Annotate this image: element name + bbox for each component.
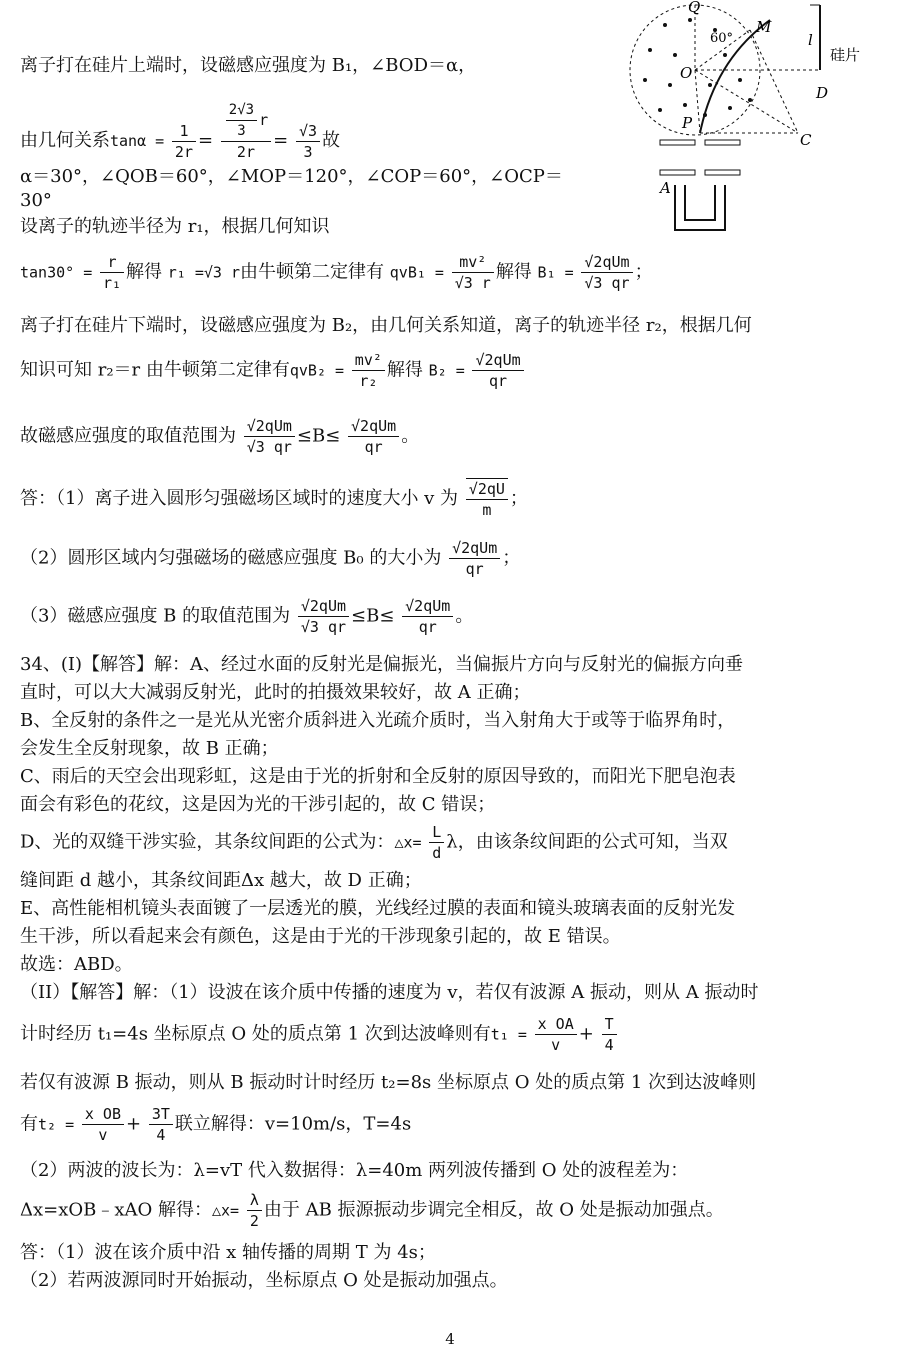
text-line-11: （2）圆形区域内匀强磁场的磁感应强度 B₀ 的大小为 $\frac{\text{√2qUm}}{qr}$ ； (20, 539, 521, 578)
text-line-3: α＝30°，∠QOB＝60°，∠MOP＝120°，∠COP＝60°，∠OCP＝ (20, 166, 563, 187)
label-Q: Q (688, 0, 701, 16)
text-line-15: B、全反射的条件之一是光从光密介质斜进入光疏介质时，当入射角大于或等于临界角时， (20, 710, 736, 731)
line-PO (695, 70, 700, 133)
label-P: P (682, 114, 693, 132)
text-line-14: 直时，可以大大减弱反射光，此时的拍摄效果较好，故 A 正确； (20, 682, 531, 703)
text-line-16: 会发生全反射现象，故 B 正确； (20, 738, 279, 759)
text-line-22: 生干涉，所以看起来会有颜色，这是由于光的干涉现象引起的，故 E 错误。 (20, 926, 621, 947)
text-line-13: 34、(I)【解答】解：A、经过水面的反射光是偏振光，当偏振片方向与反射光的偏振方向垂 (20, 654, 744, 675)
text-line-17: C、雨后的天空会出现彩虹，这是由于光的折射和全反射的原因导致的，而阳光下肥皂泡表 (20, 766, 736, 787)
text-line-1: 离子打在硅片上端时，设磁感应强度为 B₁，∠BOD＝α， (20, 55, 477, 76)
slit-right (705, 140, 740, 145)
text-line-6: tan30° = $\frac{r}{\text{r₁}}$ 解得 r₁ =√3 r由牛顿第二定律有 qvB₁ = $\frac{\text{mv²}}{√3 r}$ 解得 B₁ = $\frac{\text{√2qUm}}{√3 qr}$ ； (20, 253, 653, 292)
label-D: D (816, 84, 829, 102)
text-line-20: 缝间距 d 越小，其条纹间距Δx 越大，故 D 正确； (20, 870, 422, 891)
text-line-10: 答：（1）离子进入圆形匀强磁场区域时的速度大小 v 为 $\frac{√2qU}{m}$ ； (20, 480, 528, 519)
text-line-28: （2）两波的波长为：λ=vT 代入数据得：λ=40m 两列波传播到 O 处的波程差为： (20, 1160, 689, 1181)
ion-source (675, 185, 725, 230)
text-line-23: 故选：ABD。 (20, 954, 133, 975)
text-line-25: 计时经历 t₁=4s 坐标原点 O 处的质点第 1 次到达波峰则有t₁ = $\frac{\text{x OA}}{v}$ + $\frac{T}{4}$ (20, 1014, 619, 1055)
text-line-24: （II）【解答】解：（1）设波在该介质中传播的速度为 v，若仅有波源 A 振动，则从 A 振动时 (20, 982, 759, 1003)
text-line-30: 答：（1）波在该介质中沿 x 轴传播的周期 T 为 4s； (20, 1242, 436, 1263)
slit2-left (660, 170, 695, 175)
label-M: M (756, 18, 772, 36)
label-A: A (660, 179, 671, 197)
text-line-26: 若仅有波源 B 振动，则从 B 振动时计时经历 t₂=8s 坐标原点 O 处的质点第 1 次到达波峰则 (20, 1072, 757, 1093)
text-line-21: E、高性能相机镜头表面镀了一层透光的膜，光线经过膜的表面和镜头玻璃表面的反射光发 (20, 898, 736, 919)
text-line-5: 设离子的轨迹半径为 r₁，根据几何知识 (20, 216, 330, 237)
text-line-2: 由几何关系tanα = $\frac{1}{2r}$ = $\frac{2√3}{3}$ r 2r = $\frac{√3}{3}$ 故 (20, 102, 340, 161)
line-OC (695, 70, 798, 133)
text-line-31: （2）若两波源同时开始振动，坐标原点 O 处是振动加强点。 (20, 1270, 508, 1291)
line-MC (750, 30, 798, 133)
text-line-4: 30° (20, 190, 52, 211)
page-number: 4 (445, 1330, 455, 1348)
text-line-9: 故磁感应强度的取值范围为 $\frac{\text{√2qUm}}{√3 qr}$ ≤B≤ $\frac{\text{√2qUm}}{qr}$ 。 (20, 417, 420, 456)
text-line-27: 有t₂ = $\frac{\text{x OB}}{v}$ + $\frac{3T}{4}$ 联立解得：v=10m/s，T=4s (20, 1105, 412, 1144)
text-line-12: （3）磁感应强度 B 的取值范围为 $\frac{\text{√2qUm}}{√3 qr}$ ≤B≤ $\frac{\text{√2qUm}}{qr}$ 。 (20, 597, 474, 636)
slit2-right (705, 170, 740, 175)
label-silicon: 硅片 (830, 46, 861, 64)
text-line-7: 离子打在硅片下端时，设磁感应强度为 B₂，由几何关系知道，离子的轨迹半径 r₂，根据几何 (20, 315, 752, 336)
text-line-19: D、光的双缝干涉实验，其条纹间距的公式为：△x= $\frac{L}{d}$ λ，由该条纹间距的公式可知，当双 (20, 823, 728, 862)
label-angle: 60° (710, 31, 734, 46)
text-line-29: Δx=xOB﹣xAO 解得：△x= $\frac{\lambda}{2}$ 由于 AB 振源振动步调完全相反，故 O 处是振动加强点。 (20, 1191, 724, 1230)
text-line-8: 知识可知 r₂＝r 由牛顿第二定律有qvB₂ = $\frac{\text{mv²}}{\text{r₂}}$ 解得 B₂ = $\frac{\text{√2qUm}}{qr}$ (20, 350, 526, 391)
label-O: O (680, 64, 693, 82)
geometry-figure (620, 0, 900, 240)
label-l: l (808, 31, 813, 49)
label-C: C (800, 131, 812, 149)
text-line-18: 面会有彩色的花纹，这是因为光的干涉引起的，故 C 错误； (20, 794, 496, 815)
slit-left (660, 140, 695, 145)
